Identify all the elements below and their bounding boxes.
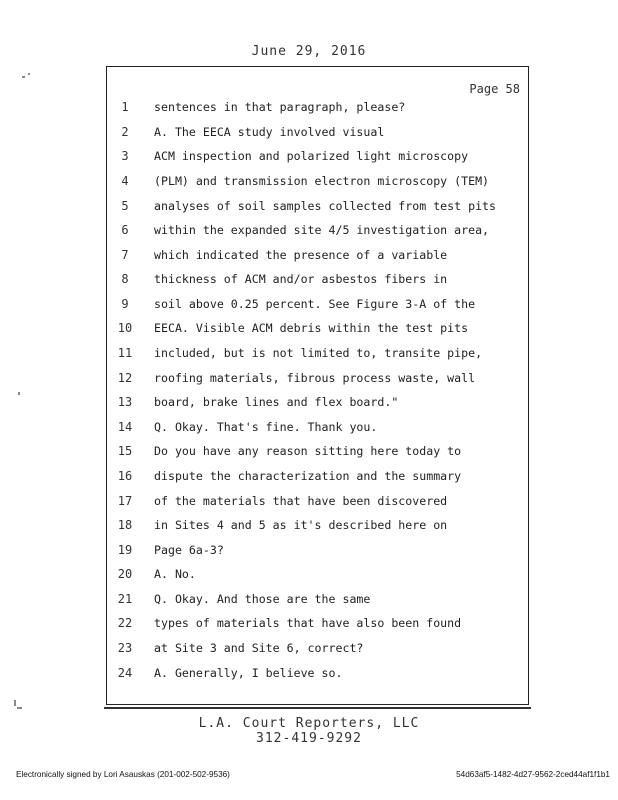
scan-speck (14, 700, 16, 706)
line-number: 3 (121, 149, 129, 163)
line-number: 12 (117, 371, 133, 385)
transcript-line (107, 272, 527, 292)
line-text: analyses of soil samples collected from test pits (154, 199, 497, 213)
scan-speck (22, 76, 25, 78)
court-reporter-name: L.A. Court Reporters, LLC (198, 716, 420, 731)
line-number: 8 (121, 272, 129, 286)
transcript-line (107, 346, 527, 366)
transcript-line (107, 641, 527, 661)
scan-speck (18, 392, 20, 395)
line-text: Do you have any reason sitting here today to (154, 444, 462, 458)
transcript-line (107, 100, 527, 120)
line-number: 18 (117, 518, 133, 532)
transcript-line (107, 592, 527, 612)
transcript-line (107, 371, 527, 391)
line-number: 10 (117, 321, 133, 335)
line-number: 13 (117, 395, 133, 409)
line-text: EECA. Visible ACM debris within the test pits (154, 321, 469, 335)
transcript-line (107, 567, 527, 587)
line-number: 14 (117, 420, 133, 434)
transcript-line (107, 149, 527, 169)
line-number: 4 (121, 174, 129, 188)
transcript-line (107, 616, 527, 636)
line-text: which indicated the presence of a variable (154, 248, 448, 262)
line-text: at Site 3 and Site 6, correct? (154, 641, 364, 655)
line-text: board, brake lines and flex board." (154, 395, 399, 409)
line-text: within the expanded site 4/5 investigation area, (154, 223, 490, 237)
line-text: dispute the characterization and the summary (154, 469, 462, 483)
line-number: 11 (117, 346, 133, 360)
line-text: Q. Okay. And those are the same (154, 592, 371, 606)
line-number: 21 (117, 592, 133, 606)
line-text: A. No. (154, 567, 196, 581)
line-text: (PLM) and transmission electron microscopy (TEM) (154, 174, 490, 188)
line-number: 9 (121, 297, 129, 311)
transcript-line (107, 248, 527, 268)
line-number: 23 (117, 641, 133, 655)
scan-speck (28, 73, 30, 75)
transcript-line (107, 321, 527, 341)
electronic-signature-note: Electronically signed by Lori Asauskas (201-002-502-9536) (16, 770, 230, 779)
transcript-line (107, 469, 527, 489)
line-number: 20 (117, 567, 133, 581)
line-number: 15 (117, 444, 133, 458)
scan-speck (17, 707, 22, 709)
transcript-line (107, 666, 527, 686)
line-text: Page 6a-3? (154, 543, 224, 557)
document-hash: 54d63af5-1482-4d27-9562-2ced44af1f1b1 (456, 770, 610, 779)
transcript-line (107, 395, 527, 415)
line-text: types of materials that have also been found (154, 616, 462, 630)
transcript-line (107, 543, 527, 563)
line-number: 16 (117, 469, 133, 483)
line-number: 7 (121, 248, 129, 262)
transcript-line (107, 223, 527, 243)
page-number: Page 58 (469, 82, 520, 96)
header-date: June 29, 2016 (251, 44, 367, 59)
transcript-line (107, 494, 527, 514)
line-number: 19 (117, 543, 133, 557)
transcript-line (107, 420, 527, 440)
line-text: A. The EECA study involved visual (154, 125, 385, 139)
line-text: ACM inspection and polarized light microscopy (154, 149, 469, 163)
line-text: thickness of ACM and/or asbestos fibers in (154, 272, 448, 286)
transcript-line (107, 297, 527, 317)
transcript-line (107, 518, 527, 538)
line-number: 1 (121, 100, 129, 114)
line-number: 5 (121, 199, 129, 213)
line-text: in Sites 4 and 5 as it's described here on (154, 518, 448, 532)
transcript-line (107, 174, 527, 194)
transcript-page (106, 66, 529, 705)
line-text: roofing materials, fibrous process waste, wall (154, 371, 476, 385)
transcript-line (107, 125, 527, 145)
transcript-line (107, 199, 527, 219)
line-number: 6 (121, 223, 129, 237)
line-text: A. Generally, I believe so. (154, 666, 343, 680)
transcript-line (107, 444, 527, 464)
line-text: of the materials that have been discovered (154, 494, 448, 508)
line-text: sentences in that paragraph, please? (154, 100, 406, 114)
line-text: Q. Okay. That's fine. Thank you. (154, 420, 378, 434)
line-text: soil above 0.25 percent. See Figure 3-A of the (154, 297, 476, 311)
line-number: 22 (117, 616, 133, 630)
line-text: included, but is not limited to, transite pipe, (154, 346, 483, 360)
line-number: 17 (117, 494, 133, 508)
court-reporter-phone: 312-419-9292 (256, 731, 362, 746)
line-number: 2 (121, 125, 129, 139)
line-number: 24 (117, 666, 133, 680)
